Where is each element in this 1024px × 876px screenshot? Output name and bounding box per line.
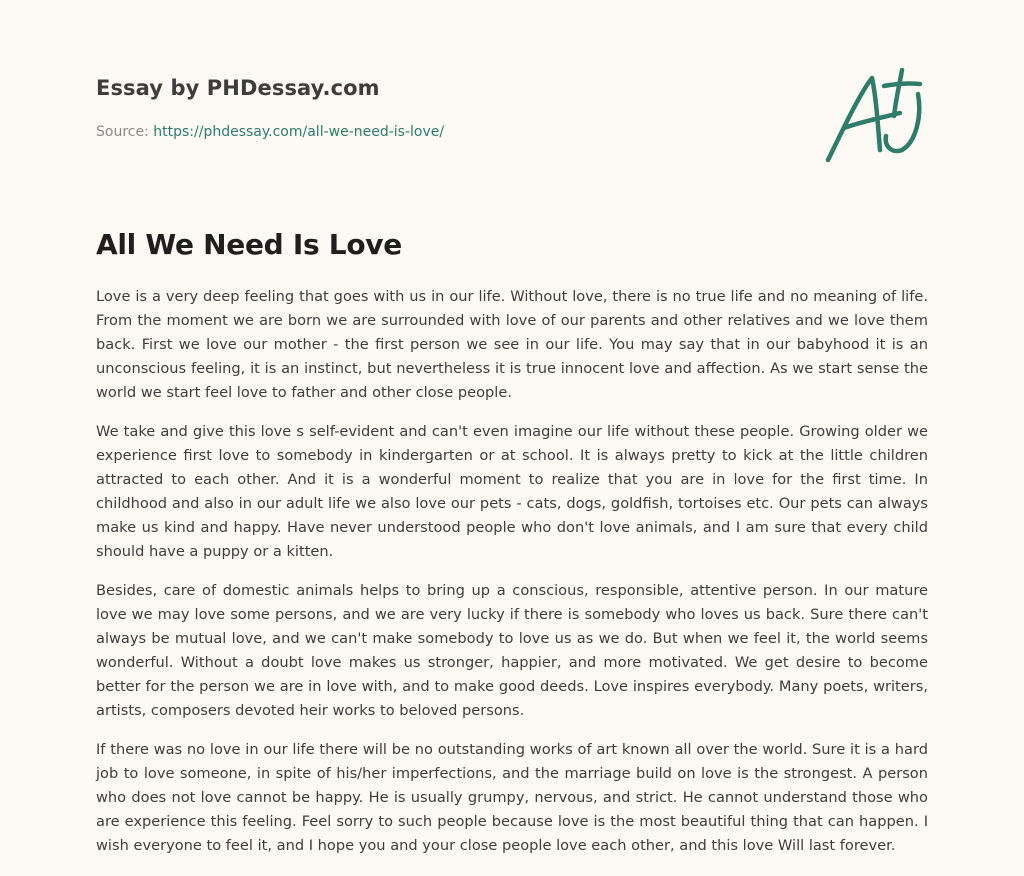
a-plus-grade-icon: [820, 66, 930, 166]
essay-paragraph: Love is a very deep feeling that goes with us in our life. Without love, there is no true life and no meaning of life. From the moment we are born we are surrounded with love of our parents and other relatives and we love them back. First we love our mother - the first person we see in our life. You may say that in our babyhood it is an unconscious feeling, it is an instinct, but nevertheless it is true innocent love and affection. As we start sense the world we start feel love to father and other close people.: [96, 288, 928, 401]
source-label: Source:: [96, 124, 149, 140]
smile-curve-stroke: [886, 94, 920, 151]
essay-paragraph: We take and give this love s self-evident and can't even imagine our life without these people. Growing older we experience first love to somebody in kindergarten or at school. It is always pretty to kick at the little children attracted to each other. And it is a wonderful moment to realize that you are in love for the first time. In childhood and also in our adult life we also love our pets - cats, dogs, goldfish, tortoises etc. Our pets can always make us kind and happy. Have never understood people who don't love animals, and I am sure that every child should have a puppy or a kitten.: [96, 423, 928, 560]
brand-heading: Essay by PHDessay.com: [96, 76, 380, 100]
plus-horizontal-stroke: [884, 84, 920, 86]
source-link[interactable]: https://phdessay.com/all-we-need-is-love/: [153, 124, 445, 140]
source-line: [96, 124, 444, 140]
essay-paragraph: Besides, care of domestic animals helps to bring up a conscious, responsible, attentive person. In our mature love we may love some persons, and we are very lucky if there is somebody who loves us back. Sure there can't always be mutual love, and we can't make somebody to love us as we do. But when we feel it, the world seems wonderful. Without a doubt love makes us stronger, happier, and more motivated. We get desire to become better for the person we are in love with, and to make good deeds. Love inspires everybody. Many poets, writers, artists, composers devoted heir works to beloved persons.: [96, 582, 928, 719]
plus-vertical-stroke: [894, 70, 902, 116]
essay-paragraph: If there was no love in our life there will be no outstanding works of art known all over the world. Sure it is a hard job to love someone, in spite of his/her imperfections, and the marriage build on love is the strongest. A person who does not love cannot be happy. He is usually grumpy, nervous, and strict. He cannot understand those who are experience this feeling. Feel sorry to such people because love is the most beautiful thing that can happen. I wish everyone to feel it, and I hope you and your close people love each other, and this love Will last forever.: [96, 741, 928, 854]
essay-body: [96, 285, 928, 873]
essay-title: All We Need Is Love: [96, 228, 402, 261]
